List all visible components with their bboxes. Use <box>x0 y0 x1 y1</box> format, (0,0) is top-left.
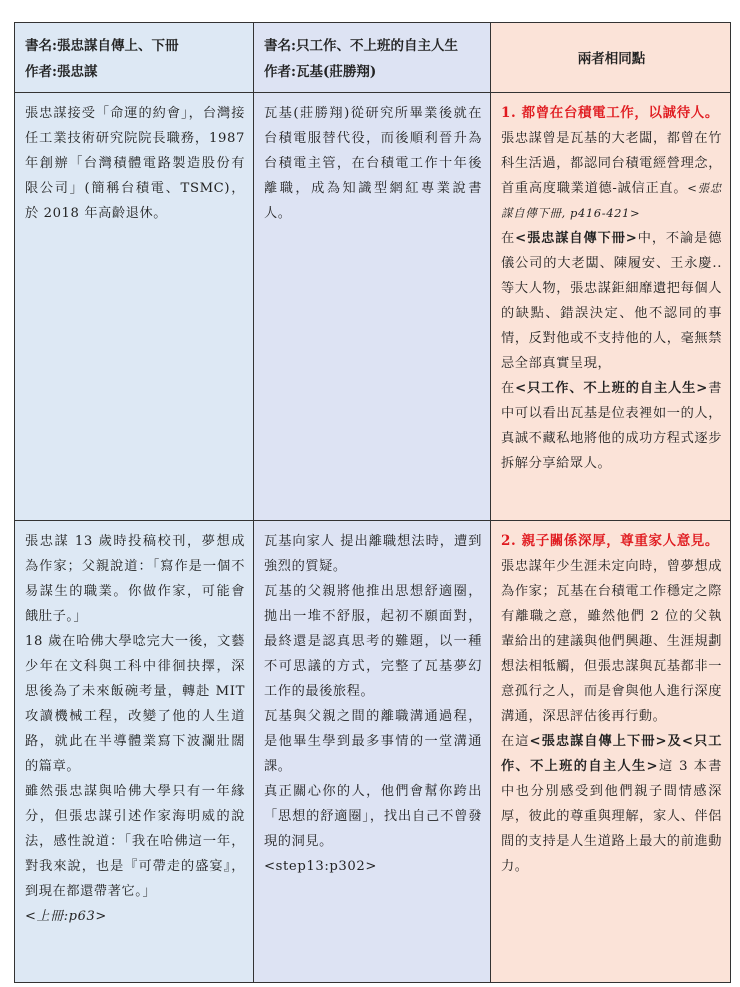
row2-book2-cell <box>254 521 491 983</box>
para-text: 及 <box>667 734 682 749</box>
header-row <box>15 23 731 93</box>
table-row <box>15 93 731 521</box>
similarity-1-para3 <box>501 376 722 476</box>
table-row <box>15 521 731 983</box>
row2-book1-cell <box>15 521 254 983</box>
similarity-2-para1: 張忠謀年少生涯未定向時，曾夢想成為作家；瓦基在台積電工作穩定之際有離職之意，雖然他們 2 位的父執輩給出的建議與他們興趣、生涯規劃想法相牴觸，但張忠謀與瓦基都非一意孤行之人，而是會與他人進行深度溝通，深思評估後再行動。 <box>501 559 722 724</box>
para-text: 在這 <box>501 734 530 749</box>
row2-similarity-cell <box>491 521 731 983</box>
citation: <step13:p302> <box>264 859 378 874</box>
book2-author: 作者:瓦基(莊勝翔) <box>264 63 377 80</box>
book-ref: <只工作、不上班的自主人生> <box>515 381 708 396</box>
similarity-heading-1: 1. 都曾在台積電工作，以誠待人。 <box>501 105 719 121</box>
para-text: 中，不論是德儀公司的大老闆、陳履安、王永慶.. 等大人物，張忠謀鉅細靡遺把每個人的缺點、錯誤決定、他不認同的事情，反對他或不支持他的人，毫無禁忌全部真實呈現， <box>501 231 722 371</box>
book-ref: <張忠謀自傳下冊> <box>515 231 638 246</box>
row1-book2-cell <box>254 93 491 521</box>
row2-book2-para1: 瓦基向家人 提出離職想法時，遭到強烈的質疑。 <box>264 534 482 574</box>
citation: <上冊:p63> <box>25 909 107 924</box>
para-text: 書中可以看出瓦基是位表裡如一的人，真誠不藏私地將他的成功方程式逐步拆解分享給眾人。 <box>501 381 723 471</box>
para-text: 張忠謀曾是瓦基的大老闆，都曾在竹科生活過，都認同台積電經營理念，首重高度職業道德-誠信正直。 <box>501 131 722 196</box>
row1-book1-text: 張忠謀接受「命運的約會」，台灣接任工業技術研究院院長職務，1987 年創辦「台灣積體電路製造股份有限公司」(簡稱台積電、TSMC)，於 2018 年高齡退休。 <box>25 106 245 221</box>
book1-title: 書名:張忠謀自傳上、下冊 <box>25 37 179 54</box>
header-book2 <box>254 23 491 93</box>
citation: <張忠謀自傳下冊, p416-421> <box>501 181 722 220</box>
book2-title: 書名:只工作、不上班的自主人生 <box>264 37 458 54</box>
book-ref: <只工作、不上班的自主人生> <box>501 734 722 774</box>
para-text: 在 <box>501 381 516 396</box>
row1-book2-text: 瓦基(莊勝翔)從研究所畢業後就在台積電服替代役，而後順利晉升為台積電主管，在台積電工作十年後離職，成為知識型網紅專業說書人。 <box>264 106 482 221</box>
row2-book1-para2: 18 歲在哈佛大學唸完大一後，文藝少年在文科與工科中徘徊抉擇，深思後為了未來飯碗考量，轉赴 MIT 攻讀機械工程，改變了他的人生道路，就此在半導體業寫下波瀾壯闊的篇章。 <box>25 634 245 774</box>
row1-similarity-cell <box>491 93 731 521</box>
comparison-table <box>14 22 731 983</box>
para-text: 這 3 本書中也分別感受到他們親子間情感深厚，彼此的尊重與理解，家人、伴侶間的支持是人生道路上最大的前進動力。 <box>501 759 722 874</box>
row2-book1-para1: 張忠謀 13 歲時投稿校刊，夢想成為作家；父親說道：「寫作是一個不易謀生的職業。你做作家，可能會餓肚子。」 <box>25 534 245 624</box>
similarity-1-para1 <box>501 126 722 226</box>
header-similarities <box>491 23 731 93</box>
similarities-title: 兩者相同點 <box>577 50 646 67</box>
row2-book2-para4: 真正關心你的人，他們會幫你跨出「思想的舒適圈」，找出自己不曾發現的洞見。 <box>264 784 482 849</box>
similarity-heading-2: 2. 親子關係深厚，尊重家人意見。 <box>501 533 719 549</box>
para-text: 在 <box>501 231 516 246</box>
similarity-2-para2 <box>501 729 722 879</box>
row2-book1-para3: 雖然張忠謀與哈佛大學只有一年緣分，但張忠謀引述作家海明威的說法，感性說道：「我在哈佛這一年，對我來說，也是『可帶走的盛宴』，到現在都還帶著它。」 <box>25 784 245 899</box>
similarity-1-para2 <box>501 226 722 376</box>
book-ref: <張忠謀自傳上下冊> <box>529 734 668 749</box>
book1-author: 作者:張忠謀 <box>25 63 98 80</box>
header-book1 <box>15 23 254 93</box>
row2-book2-para3: 瓦基與父親之間的離職溝通過程，是他畢生學到最多事情的一堂溝通課。 <box>264 709 482 774</box>
row1-book1-cell <box>15 93 254 521</box>
row2-book2-para2: 瓦基的父親將他推出思想舒適圈，拋出一堆不舒服，起初不願面對，最終還是認真思考的難題，以一種不可思議的方式，完整了瓦基夢幻工作的最後旅程。 <box>264 584 482 699</box>
